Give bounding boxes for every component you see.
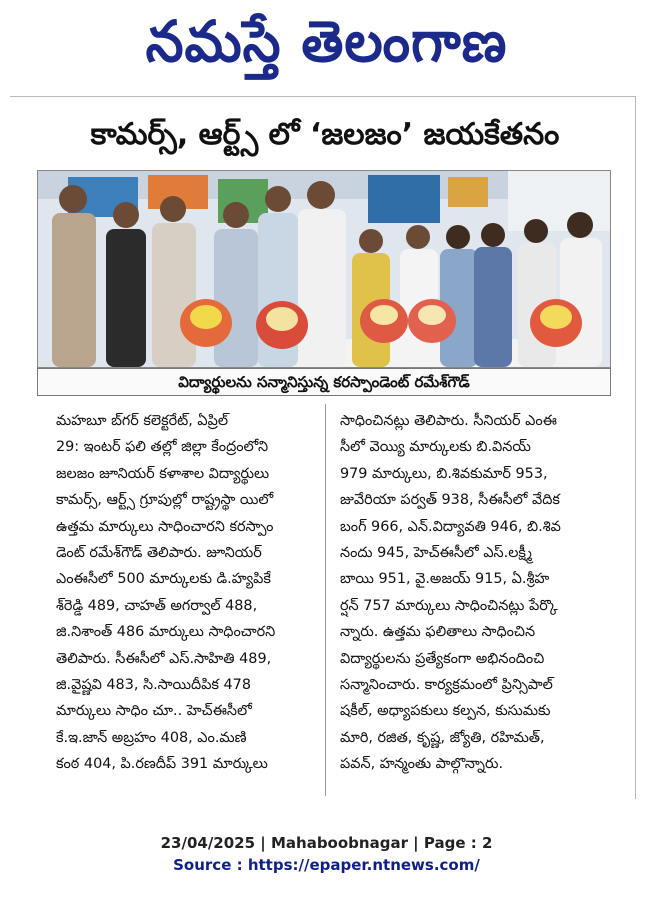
article-photo — [37, 170, 611, 368]
newspaper-logo: నమస్తే తెలంగాణ — [145, 8, 508, 75]
text-line: బాయి 951, వై.అజయ్ 915, ఏ.శ్రీహ — [340, 571, 550, 588]
group-photo-image — [38, 171, 610, 367]
text-line: తెలిపారు. సీఈసీలో ఎస్.సాహితి 489, — [56, 650, 272, 667]
text-line: మారి, రజిత, కృష్ణ, జ్యోతి, రహిమత్, — [340, 729, 545, 746]
text-line: న్నారు. ఉత్తమ ఫలితాలు సాధించిన — [340, 624, 536, 641]
text-line: డెంట్ రమేశ్‌గౌడ్ తెలిపారు. జూనియర్ — [56, 545, 262, 562]
text-line: జువేరియా పర్వత్ 938, సీఈసీలో వేదిక — [340, 492, 560, 509]
text-line: జలజం జూనియర్ కళాశాల విద్యార్థులు — [56, 465, 270, 482]
page-footer — [0, 832, 653, 876]
text-line: మహబూ బ్‌గర్ కలెక్టరేట్, ఏప్రిల్ — [56, 413, 229, 429]
text-line: 979 మార్కులు, బి.శివకుమార్ 953, — [340, 465, 548, 482]
text-line: పవన్, హన్మంతు పాల్గొన్నారు. — [340, 756, 504, 773]
text-line: ర్షన్ 757 మార్కులు సాధించినట్లు పేర్కొ — [340, 597, 558, 614]
text-line: ఉత్తమ మార్కులు సాధించారని కరస్పాం — [56, 518, 274, 535]
frame-divider — [635, 97, 636, 799]
edition-info: 23/04/2025 | Mahaboobnagar | Page : 2 — [160, 834, 493, 852]
text-line: విద్యార్థులను ప్రత్యేకంగా అభినందించి — [340, 650, 545, 667]
article-headline: కామర్స్, ఆర్ట్స్ లో ‘జలజం’ జయకేతనం — [90, 117, 560, 152]
text-line: మార్కులు సాధిం చూ.. హెచ్ఈసీలో — [56, 703, 252, 720]
masthead — [0, 0, 653, 90]
column-divider — [325, 404, 326, 796]
photo-caption: విద్యార్థులను సన్మానిస్తున్న కరస్పాండెంట్ రమేశ్‌గౌడ్ — [37, 368, 611, 396]
text-line: బంగ్ 966, ఎన్.విద్యావతి 946, బి.శివ — [340, 518, 561, 535]
text-line: కంఠ 404, పి.రణదీప్ 391 మార్కులు — [56, 756, 268, 773]
text-line: కే.ఇ.జాన్ అబ్రహం 408, ఎం.మణి — [56, 729, 247, 746]
text-line: జి.వైష్ణవి 483, సి.సాయిదీపిక 478 — [56, 677, 251, 694]
source-link[interactable]: Source : https://epaper.ntnews.com/ — [173, 856, 480, 874]
article-column-right — [340, 408, 614, 778]
text-line: జి.నిశాంత్ 486 మార్కులు సాధించారని — [56, 624, 276, 641]
text-line: ఎంఈసీలో 500 మార్కులకు డి.హ్యపికే — [56, 571, 271, 588]
text-line: నందు 945, హెచ్ఈసీలో ఎస్.లక్ష్మీ — [340, 545, 532, 562]
text-line: షకీల్, అధ్యాపకులు కల్పన, కుసుమకు — [340, 703, 551, 720]
text-line: సాధించినట్లు తెలిపారు. సీనియర్ ఎంఈ — [340, 413, 557, 429]
article-column-left — [56, 408, 318, 778]
text-line: సీలో వెయ్యి మార్కులకు బి.వినయ్ — [340, 439, 531, 456]
text-line: సన్మానించారు. కార్యక్రమంలో ప్రిన్సిపాల్ — [340, 677, 553, 694]
text-line: శ్‌రెడ్డి 489, చాహత్ అగర్వాల్ 488, — [56, 597, 258, 614]
text-line: 29: ఇంటర్ ఫలి తల్లో జిల్లా కేంద్రంలోని — [56, 439, 269, 456]
text-line: కామర్స్, ఆర్ట్స్ గ్రూపుల్లో రాష్ట్రస్థా యిలో — [56, 492, 274, 509]
